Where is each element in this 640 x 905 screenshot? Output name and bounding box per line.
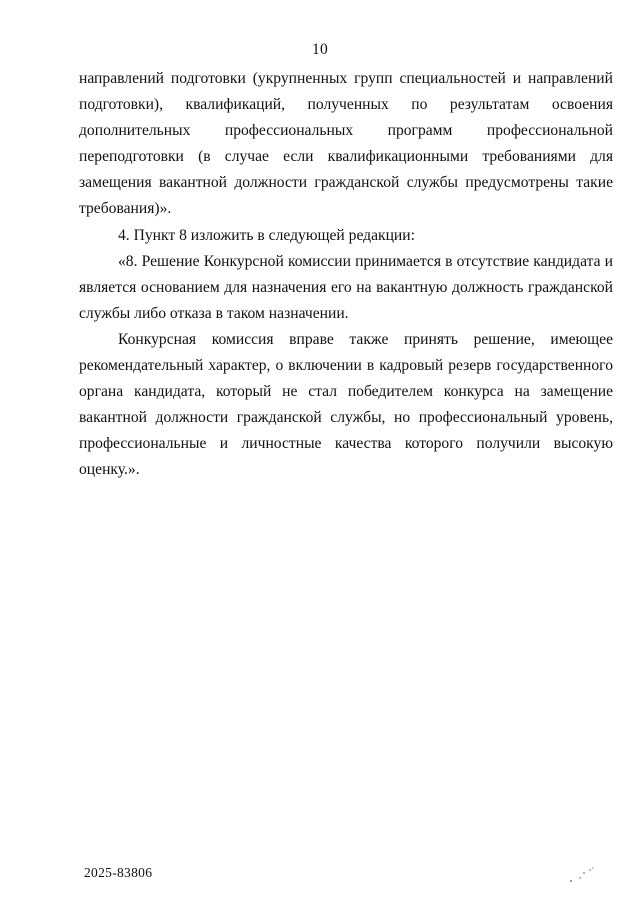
scan-marks-icon (567, 864, 597, 886)
paragraph-item-4: 4. Пункт 8 изложить в следующей редакции: (118, 226, 415, 244)
paragraph-qualification-requirements: направлений подготовки (укрупненных групп специальностей и направлений подготовки), квалификаций, полученных по результатам освоения дополнительных профессиональных программ профессиональной переподготовки (в случае если квалификационными требованиями для замещения вакантной должности гражданской службы предусмотрены такие требования)». (79, 70, 613, 218)
paragraph-commission-reserve: Конкурсная комиссия вправе также принять решение, имеющее рекомендательный характер, о включении в кадровый резерв государственного органа кандидата, который не стал победителем конкурса на замещение вакантной должности гражданской службы, но профессиональный уровень, профессиональные и личностные качества которого получили высокую оценку.». (79, 330, 613, 479)
document-code: 2025-83806 (84, 865, 153, 880)
document-body (79, 66, 613, 484)
page-number: 10 (312, 41, 328, 58)
paragraph-item-8-decision: «8. Решение Конкурсной комиссии принимается в отсутствие кандидата и является основанием для назначения его на вакантную должность гражданской службы либо отказа в таком назначении. (79, 252, 613, 322)
